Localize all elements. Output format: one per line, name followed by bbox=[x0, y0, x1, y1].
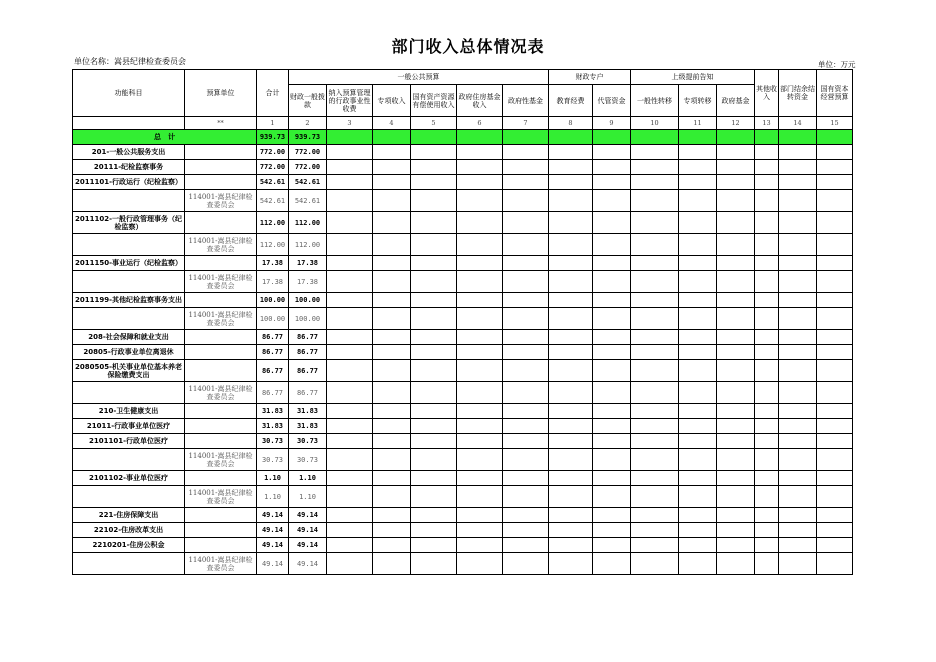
row-total: 86.77 bbox=[257, 360, 289, 382]
table-row bbox=[73, 271, 853, 293]
index-cell: 6 bbox=[457, 117, 503, 130]
func-subject: 20805-行政事业单位离退休 bbox=[73, 345, 185, 360]
row-total: 31.83 bbox=[257, 419, 289, 434]
row-total: 49.14 bbox=[257, 553, 289, 575]
table-row bbox=[73, 160, 853, 175]
row-fiscal: 17.38 bbox=[289, 256, 327, 271]
row-fiscal: 49.14 bbox=[289, 553, 327, 575]
table-row bbox=[73, 508, 853, 523]
func-subject: 208-社会保障和就业支出 bbox=[73, 330, 185, 345]
table-row bbox=[73, 175, 853, 190]
header-general-transfer: 一般性转移 bbox=[631, 85, 679, 117]
index-cell: 5 bbox=[411, 117, 457, 130]
func-subject: 2011199-其他纪检监察事务支出 bbox=[73, 293, 185, 308]
row-fiscal: 86.77 bbox=[289, 382, 327, 404]
table-row bbox=[73, 434, 853, 449]
header-edu-funds: 教育经费 bbox=[549, 85, 593, 117]
header-housing-fund: 政府住房基金收入 bbox=[457, 85, 503, 117]
header-gov-fund-2: 政府基金 bbox=[717, 85, 755, 117]
index-cell: 9 bbox=[593, 117, 631, 130]
row-total: 49.14 bbox=[257, 508, 289, 523]
header-agency-funds: 代管资金 bbox=[593, 85, 631, 117]
row-fiscal: 86.77 bbox=[289, 345, 327, 360]
header-gov-fund: 政府性基金 bbox=[503, 85, 549, 117]
header-other-income: 其他收入 bbox=[755, 70, 779, 117]
index-cell: 8 bbox=[549, 117, 593, 130]
header-general-budget: 一般公共预算 bbox=[289, 70, 549, 85]
row-total: 31.83 bbox=[257, 404, 289, 419]
table-row bbox=[73, 293, 853, 308]
table-row bbox=[73, 419, 853, 434]
row-total: 542.61 bbox=[257, 190, 289, 212]
index-cell: 12 bbox=[717, 117, 755, 130]
budget-unit: 114001-嵩县纪律检查委员会 bbox=[185, 449, 257, 471]
func-subject: 21011-行政事业单位医疗 bbox=[73, 419, 185, 434]
func-subject: 2011101-行政运行（纪检监察） bbox=[73, 175, 185, 190]
budget-unit: 114001-嵩县纪律检查委员会 bbox=[185, 190, 257, 212]
row-fiscal: 86.77 bbox=[289, 330, 327, 345]
table-row bbox=[73, 190, 853, 212]
row-total: 86.77 bbox=[257, 345, 289, 360]
header-budget-unit: 预算单位 bbox=[185, 70, 257, 117]
table-row bbox=[73, 449, 853, 471]
row-total: 17.38 bbox=[257, 256, 289, 271]
row-fiscal: 31.83 bbox=[289, 404, 327, 419]
row-total: 17.38 bbox=[257, 271, 289, 293]
row-total: 30.73 bbox=[257, 449, 289, 471]
index-cell: 7 bbox=[503, 117, 549, 130]
table-row bbox=[73, 382, 853, 404]
index-cell: 10 bbox=[631, 117, 679, 130]
index-cell: 1 bbox=[257, 117, 289, 130]
func-subject: 210-卫生健康支出 bbox=[73, 404, 185, 419]
header-dept-carryover: 部门结余结转资金 bbox=[779, 70, 817, 117]
row-total: 86.77 bbox=[257, 330, 289, 345]
table-row bbox=[73, 330, 853, 345]
unit-label: 单位：万元 bbox=[818, 60, 856, 69]
func-subject: 2080505-机关事业单位基本养老保险缴费支出 bbox=[73, 360, 185, 382]
budget-unit: 114001-嵩县纪律检查委员会 bbox=[185, 234, 257, 256]
row-fiscal: 542.61 bbox=[289, 175, 327, 190]
table-row bbox=[73, 553, 853, 575]
header-state-asset: 国有资产资源有偿使用收入 bbox=[411, 85, 457, 117]
total-row bbox=[73, 130, 853, 145]
row-fiscal: 30.73 bbox=[289, 434, 327, 449]
table-row bbox=[73, 471, 853, 486]
index-cell: 3 bbox=[327, 117, 373, 130]
header-special-income: 专项收入 bbox=[373, 85, 411, 117]
row-fiscal: 100.00 bbox=[289, 293, 327, 308]
header-func: 功能科目 bbox=[73, 70, 185, 117]
table-row bbox=[73, 360, 853, 382]
row-fiscal: 49.14 bbox=[289, 523, 327, 538]
table-row bbox=[73, 145, 853, 160]
header-upper-notice: 上级提前告知 bbox=[631, 70, 755, 85]
row-fiscal: 31.83 bbox=[289, 419, 327, 434]
row-fiscal: 772.00 bbox=[289, 160, 327, 175]
row-fiscal: 772.00 bbox=[289, 145, 327, 160]
header-index-row bbox=[73, 117, 853, 130]
row-total: 542.61 bbox=[257, 175, 289, 190]
func-subject: 201-一般公共服务支出 bbox=[73, 145, 185, 160]
header-special-transfer: 专项转移 bbox=[679, 85, 717, 117]
row-fiscal: 542.61 bbox=[289, 190, 327, 212]
row-fiscal: 1.10 bbox=[289, 486, 327, 508]
row-fiscal: 30.73 bbox=[289, 449, 327, 471]
table-row bbox=[73, 404, 853, 419]
row-total: 30.73 bbox=[257, 434, 289, 449]
row-fiscal: 1.10 bbox=[289, 471, 327, 486]
header-state-capital: 国有资本经营预算 bbox=[817, 70, 853, 117]
table-row bbox=[73, 256, 853, 271]
row-fiscal: 112.00 bbox=[289, 212, 327, 234]
total-sum: 939.73 bbox=[257, 130, 289, 145]
func-subject: 2101101-行政单位医疗 bbox=[73, 434, 185, 449]
row-total: 49.14 bbox=[257, 538, 289, 553]
header-fiscal-allocation: 财政一般拨款 bbox=[289, 85, 327, 117]
row-fiscal: 17.38 bbox=[289, 271, 327, 293]
budget-unit: 114001-嵩县纪律检查委员会 bbox=[185, 486, 257, 508]
total-label: 总 计 bbox=[73, 130, 257, 145]
index-cell: 14 bbox=[779, 117, 817, 130]
table-row bbox=[73, 523, 853, 538]
row-total: 100.00 bbox=[257, 293, 289, 308]
row-total: 772.00 bbox=[257, 160, 289, 175]
header-total: 合计 bbox=[257, 70, 289, 117]
row-total: 100.00 bbox=[257, 308, 289, 330]
func-subject: 20111-纪检监察事务 bbox=[73, 160, 185, 175]
header-admin-fees: 纳入预算管理的行政事业性收费 bbox=[327, 85, 373, 117]
index-cell: ** bbox=[185, 117, 257, 130]
row-fiscal: 100.00 bbox=[289, 308, 327, 330]
row-fiscal: 112.00 bbox=[289, 234, 327, 256]
table-row bbox=[73, 234, 853, 256]
table-row bbox=[73, 345, 853, 360]
table-row bbox=[73, 212, 853, 234]
func-subject: 2101102-事业单位医疗 bbox=[73, 471, 185, 486]
table-row bbox=[73, 308, 853, 330]
row-fiscal: 49.14 bbox=[289, 508, 327, 523]
total-fiscal: 939.73 bbox=[289, 130, 327, 145]
row-total: 772.00 bbox=[257, 145, 289, 160]
index-cell: 15 bbox=[817, 117, 853, 130]
page-title: 部门收入总体情况表 bbox=[391, 37, 545, 56]
func-subject: 2011102-一般行政管理事务（纪检监察） bbox=[73, 212, 185, 234]
budget-unit: 114001-嵩县纪律检查委员会 bbox=[185, 308, 257, 330]
func-subject: 221-住房保障支出 bbox=[73, 508, 185, 523]
index-cell: 13 bbox=[755, 117, 779, 130]
table-row bbox=[73, 486, 853, 508]
row-total: 112.00 bbox=[257, 212, 289, 234]
header-row-1 bbox=[73, 70, 853, 85]
func-subject: 2210201-住房公积金 bbox=[73, 538, 185, 553]
income-table bbox=[72, 69, 853, 575]
index-cell: 4 bbox=[373, 117, 411, 130]
row-total: 49.14 bbox=[257, 523, 289, 538]
budget-unit: 114001-嵩县纪律检查委员会 bbox=[185, 553, 257, 575]
index-cell: 2 bbox=[289, 117, 327, 130]
row-total: 1.10 bbox=[257, 486, 289, 508]
func-subject: 2011150-事业运行（纪检监察） bbox=[73, 256, 185, 271]
row-fiscal: 86.77 bbox=[289, 360, 327, 382]
budget-unit: 114001-嵩县纪律检查委员会 bbox=[185, 271, 257, 293]
index-cell bbox=[73, 117, 185, 130]
index-cell: 11 bbox=[679, 117, 717, 130]
row-total: 1.10 bbox=[257, 471, 289, 486]
unit-name: 单位名称：嵩县纪律检查委员会 bbox=[74, 57, 186, 66]
header-fiscal-special: 财政专户 bbox=[549, 70, 631, 85]
table-row bbox=[73, 538, 853, 553]
row-total: 86.77 bbox=[257, 382, 289, 404]
budget-unit: 114001-嵩县纪律检查委员会 bbox=[185, 382, 257, 404]
func-subject: 22102-住房改革支出 bbox=[73, 523, 185, 538]
row-fiscal: 49.14 bbox=[289, 538, 327, 553]
row-total: 112.00 bbox=[257, 234, 289, 256]
